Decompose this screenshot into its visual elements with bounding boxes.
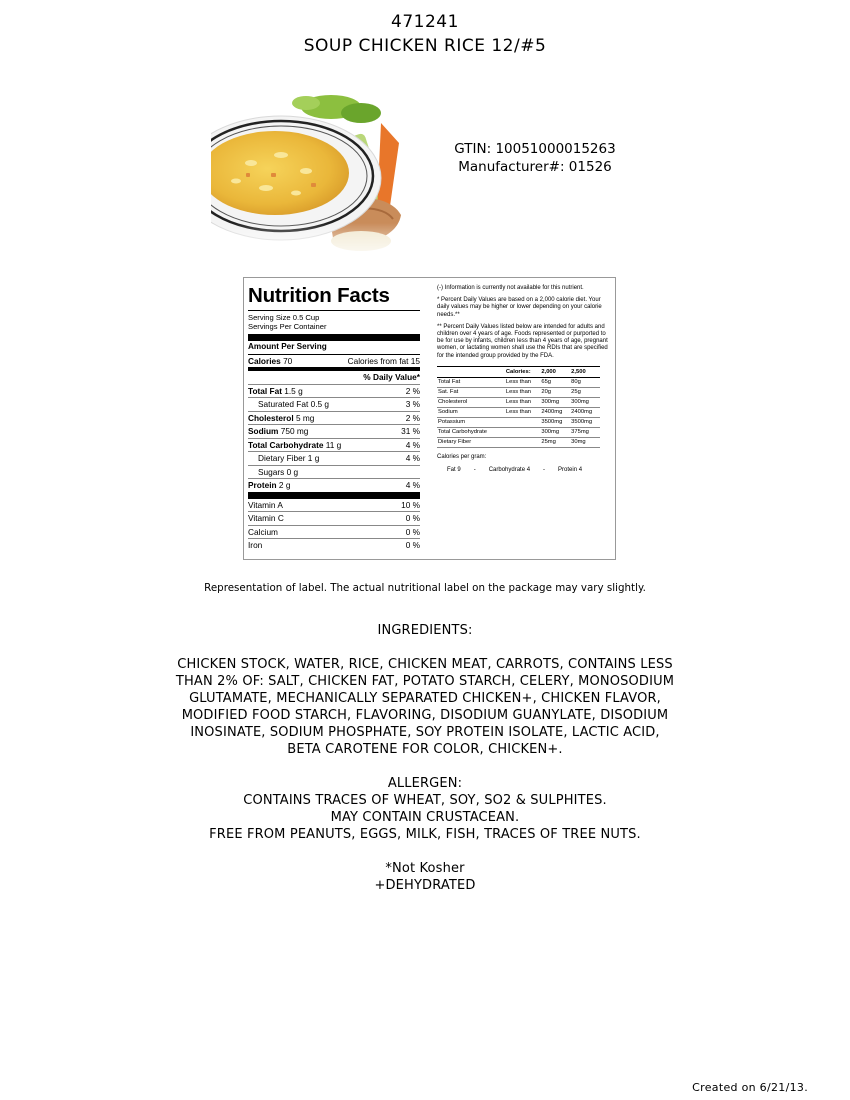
ingredients-line: THAN 2% OF: SALT, CHICKEN FAT, POTATO STARCH, CELERY, MONOSODIUM (175, 674, 675, 689)
nutrition-notes-panel (437, 285, 612, 474)
vitamin-row: Calcium 0 % (248, 526, 420, 537)
amount-per-serving: Amount Per Serving (248, 342, 327, 351)
table-row: Total Fat Less than 65g 80g (437, 377, 600, 387)
vitamin-row: Vitamin A 10 % (248, 499, 420, 510)
servings-per-container: Servings Per Container (248, 322, 327, 331)
note-children: ** Percent Daily Values listed below are intended for adults and children over 4 years of age. Foods represented or purported to be for use by infants, children less than 4 years of age, pregnant women, or lactating women shall use the RDIs that are specified for the intended group provided by the FDA. (437, 323, 608, 359)
table-row: Total Carbohydrate 300mg 375mg (437, 427, 600, 437)
serving-size: Serving Size 0.5 Cup (248, 313, 320, 322)
nutrition-facts-panel (248, 278, 420, 552)
calories-per-gram-values: Fat 9 - Carbohydrate 4 - Protein 4 (447, 467, 583, 474)
ingredients-line: BETA CAROTENE FOR COLOR, CHICKEN+. (287, 742, 563, 757)
dehydrated-note: +DEHYDRATED (374, 878, 476, 893)
note-percent-daily: * Percent Daily Values are based on a 2,000 calorie diet. Your daily values may be higher or lower depending on your calorie needs.** (437, 297, 602, 318)
vitamin-row: Vitamin C 0 % (248, 513, 420, 523)
calories-row: Calories 70 (248, 355, 293, 366)
ingredients-line: CHICKEN STOCK, WATER, RICE, CHICKEN MEAT, CARROTS, CONTAINS LESS (177, 657, 673, 672)
daily-value-header: % Daily Value* (363, 372, 420, 382)
gtin: GTIN: 10051000015263 (454, 141, 616, 157)
allergen-line: MAY CONTAIN CRUSTACEAN. (330, 810, 520, 825)
nutrient-row: Cholesterol 5 mg 2 % (248, 412, 420, 423)
ingredients-line: GLUTAMATE, MECHANICALLY SEPARATED CHICKEN+, CHICKEN FLAVOR, (189, 691, 661, 706)
table-row: Dietary Fiber 25mg 30mg (437, 437, 600, 447)
nutrient-row: Dietary Fiber 1 g 4 % (248, 451, 420, 465)
created-date: Created on 6/21/13. (692, 1081, 808, 1094)
manufacturer-number: Manufacturer#: 01526 (458, 159, 612, 175)
product-identifiers (440, 140, 630, 176)
ingredients-section (0, 622, 850, 894)
nutrient-row: Total Carbohydrate 11 g 4 % (248, 439, 420, 450)
nutrition-label (243, 277, 616, 560)
allergen-heading: ALLERGEN: (387, 776, 463, 791)
kosher-note: *Not Kosher (385, 861, 465, 876)
nutrient-row: Protein 2 g 4 % (248, 480, 420, 490)
note-not-available: (-) Information is currently not available for this nutrient. (437, 285, 584, 291)
allergen-line: FREE FROM PEANUTS, EGGS, MILK, FISH, TRACES OF TREE NUTS. (209, 827, 641, 842)
nutrient-row: Total Fat 1.5 g 2 % (248, 385, 420, 396)
item-number: 471241 (391, 12, 459, 32)
nutrient-row: Sugars 0 g (248, 465, 420, 479)
nutrition-title: Nutrition Facts (248, 284, 390, 307)
ingredients-line: INOSINATE, SODIUM PHOSPHATE, SOY PROTEIN ISOLATE, LACTIC ACID, (190, 725, 660, 740)
table-row: Cholesterol Less than 300mg 300mg (437, 397, 600, 407)
product-name: SOUP CHICKEN RICE 12/#5 (303, 36, 547, 56)
daily-values-table: Calories: 2,000 2,500 Total Fat Less than 65g 80g Sat. Fat Less than 20g 25g Cholesterol Less than 300mg 300mg Sodium Less than 2400mg 2400mg Potassium 3500mg 3500mg Total Carbohydrate 300mg 375mg Dietary Fiber 25mg 30mg (437, 366, 600, 448)
table-row: Potassium 3500mg 3500mg (437, 417, 600, 427)
label-disclaimer: Representation of label. The actual nutritional label on the package may vary slightly. (204, 582, 646, 594)
allergen-line: CONTAINS TRACES OF WHEAT, SOY, SO2 & SULPHITES. (243, 793, 607, 808)
table-row: Sat. Fat Less than 20g 25g (437, 387, 600, 397)
table-row: Sodium Less than 2400mg 2400mg (437, 407, 600, 417)
vitamin-row: Iron 0 % (248, 540, 420, 550)
nutrient-row: Sodium 750 mg 31 % (248, 426, 420, 436)
nutrient-row: Saturated Fat 0.5 g 3 % (248, 397, 420, 411)
ingredients-heading: INGREDIENTS: (377, 623, 473, 638)
calories-per-gram-label: Calories per gram: (437, 453, 487, 460)
ingredients-line: MODIFIED FOOD STARCH, FLAVORING, DISODIUM GUANYLATE, DISODIUM (181, 708, 669, 723)
calories-from-fat: Calories from fat 15 (347, 355, 420, 366)
product-photo (211, 93, 403, 261)
